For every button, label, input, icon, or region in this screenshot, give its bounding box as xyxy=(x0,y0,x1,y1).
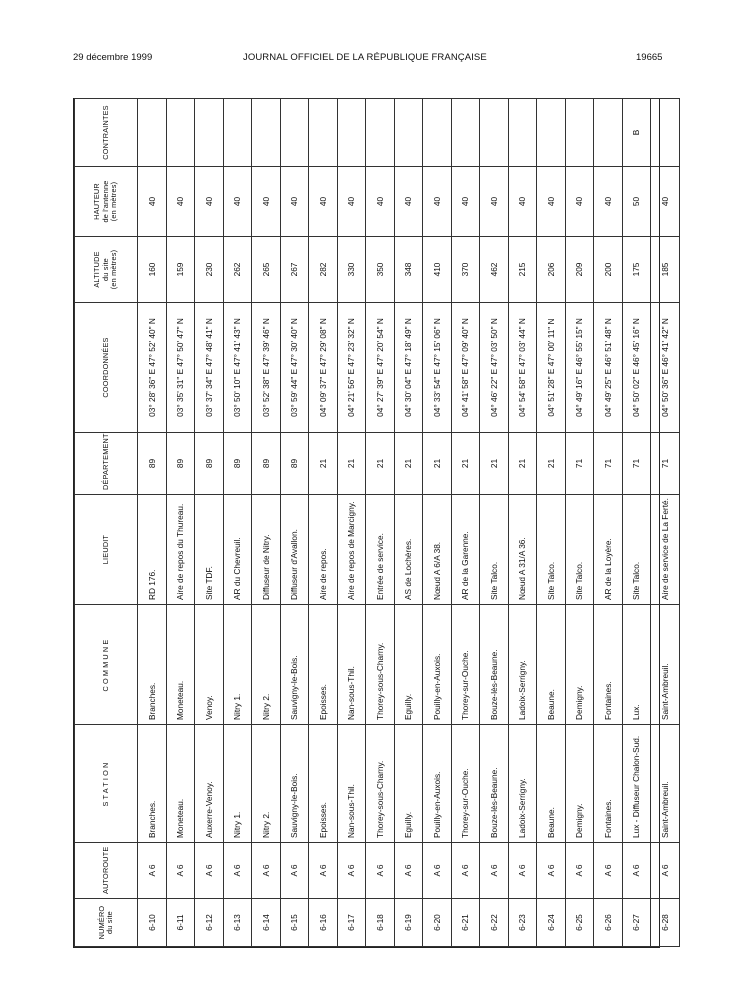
cell-hauteur: 40 xyxy=(166,167,195,237)
rotated-table-container xyxy=(74,99,670,947)
cell-departement: 71 xyxy=(565,433,594,495)
cell-departement: 89 xyxy=(280,433,309,495)
cell-departement: 21 xyxy=(451,433,480,495)
cell-altitude: 206 xyxy=(537,237,566,303)
cell-departement: 21 xyxy=(537,433,566,495)
cell-departement: 89 xyxy=(166,433,195,495)
cell-departement: 21 xyxy=(394,433,423,495)
cell-commune: Lux. xyxy=(622,605,651,725)
cell-altitude: 267 xyxy=(280,237,309,303)
cell-commune: Branches. xyxy=(138,605,167,725)
cell-commune: Nitry 1. xyxy=(223,605,252,725)
cell-departement: 21 xyxy=(366,433,395,495)
cell-altitude: 350 xyxy=(366,237,395,303)
column-header-line: COMMUNE xyxy=(100,637,110,692)
cell-station: Beaune. xyxy=(537,725,566,843)
cell-station: Epoisses. xyxy=(309,725,338,843)
cell-autoroute: A 6 xyxy=(195,843,224,899)
cell-altitude: 230 xyxy=(195,237,224,303)
cell-lieudit: Diffuseur d'Avallon. xyxy=(280,495,309,605)
cell-autoroute: A 6 xyxy=(166,843,195,899)
cell-numero: 6-28 xyxy=(651,899,680,947)
cell-commune: Saint-Ambreuil. xyxy=(651,605,680,725)
cell-commune: Nan-sous-Thil. xyxy=(337,605,366,725)
cell-departement: 21 xyxy=(309,433,338,495)
cell-contraintes xyxy=(195,99,224,167)
cell-lieudit: Aire de service de La Ferté. xyxy=(651,495,680,605)
column-header-lieudit xyxy=(75,495,138,605)
cell-altitude: 462 xyxy=(480,237,509,303)
cell-station: Eguilly. xyxy=(394,725,423,843)
cell-contraintes xyxy=(223,99,252,167)
cell-coordonnees: 04° 50' 02" E 46° 45' 16" N xyxy=(622,303,651,433)
cell-altitude: 160 xyxy=(138,237,167,303)
column-header-coordonnees xyxy=(75,303,138,433)
cell-hauteur: 40 xyxy=(195,167,224,237)
cell-numero: 6-10 xyxy=(138,899,167,947)
cell-numero: 6-15 xyxy=(280,899,309,947)
cell-altitude: 215 xyxy=(508,237,537,303)
cell-contraintes xyxy=(537,99,566,167)
column-header-line: COORDONNÉES xyxy=(100,337,110,398)
table-row xyxy=(280,99,309,947)
cell-departement: 21 xyxy=(423,433,452,495)
table-header-row xyxy=(75,99,138,947)
cell-numero: 6-18 xyxy=(366,899,395,947)
cell-coordonnees: 03° 28' 36" E 47° 52' 40" N xyxy=(138,303,167,433)
cell-lieudit: Site Talco. xyxy=(480,495,509,605)
table-row xyxy=(451,99,480,947)
cell-autoroute: A 6 xyxy=(565,843,594,899)
cell-hauteur: 40 xyxy=(451,167,480,237)
column-header-line: de l'antenne xyxy=(100,180,110,223)
cell-autoroute: A 6 xyxy=(394,843,423,899)
cell-commune: Beaune. xyxy=(537,605,566,725)
cell-lieudit: Site Talco. xyxy=(622,495,651,605)
cell-hauteur: 40 xyxy=(138,167,167,237)
cell-station: Saint-Ambreuil. xyxy=(651,725,680,843)
table-row xyxy=(565,99,594,947)
cell-numero: 6-21 xyxy=(451,899,480,947)
cell-lieudit: Aire de repos du Thureau. xyxy=(166,495,195,605)
cell-numero: 6-19 xyxy=(394,899,423,947)
cell-autoroute: A 6 xyxy=(280,843,309,899)
cell-numero: 6-11 xyxy=(166,899,195,947)
cell-departement: 21 xyxy=(480,433,509,495)
cell-numero: 6-26 xyxy=(594,899,623,947)
cell-station: Lux - Diffuseur Chalon-Sud. xyxy=(622,725,651,843)
cell-coordonnees: 04° 50' 36" E 46° 41' 42" N xyxy=(651,303,680,433)
cell-commune: Demigny. xyxy=(565,605,594,725)
cell-lieudit: RD 176. xyxy=(138,495,167,605)
cell-station: Thorey-sous-Charny. xyxy=(366,725,395,843)
column-header-line: DÉPARTEMENT xyxy=(100,433,110,490)
cell-coordonnees: 03° 52' 38" E 47° 39' 46" N xyxy=(252,303,281,433)
cell-commune: Venoy. xyxy=(195,605,224,725)
cell-contraintes xyxy=(651,99,680,167)
table-row xyxy=(166,99,195,947)
header-date: 29 décembre 1999 xyxy=(73,52,153,63)
cell-autoroute: A 6 xyxy=(366,843,395,899)
cell-contraintes: B xyxy=(622,99,651,167)
table-row xyxy=(195,99,224,947)
cell-numero: 6-24 xyxy=(537,899,566,947)
cell-hauteur: 40 xyxy=(423,167,452,237)
column-header-line: STATION xyxy=(100,760,110,807)
cell-coordonnees: 04° 49' 25" E 46° 51' 48" N xyxy=(594,303,623,433)
cell-altitude: 159 xyxy=(166,237,195,303)
cell-coordonnees: 04° 33' 54" E 47° 15' 06" N xyxy=(423,303,452,433)
cell-hauteur: 40 xyxy=(508,167,537,237)
table-row xyxy=(537,99,566,947)
cell-contraintes xyxy=(166,99,195,167)
cell-station: Ladoix-Serrigny. xyxy=(508,725,537,843)
cell-lieudit: AR de la Loyère. xyxy=(594,495,623,605)
cell-lieudit: AR du Chevreuil. xyxy=(223,495,252,605)
cell-contraintes xyxy=(252,99,281,167)
table-row xyxy=(252,99,281,947)
cell-station: Pouilly-en-Auxois. xyxy=(423,725,452,843)
cell-lieudit: Entrée de service. xyxy=(366,495,395,605)
cell-autoroute: A 6 xyxy=(537,843,566,899)
cell-lieudit: Nœud A 6/A 38. xyxy=(423,495,452,605)
cell-altitude: 370 xyxy=(451,237,480,303)
cell-autoroute: A 6 xyxy=(480,843,509,899)
cell-lieudit: Aire de repos de Marcigny. xyxy=(337,495,366,605)
column-header-contraintes xyxy=(75,99,138,167)
cell-autoroute: A 6 xyxy=(337,843,366,899)
cell-coordonnees: 04° 30' 04" E 47° 18' 49" N xyxy=(394,303,423,433)
cell-numero: 6-27 xyxy=(622,899,651,947)
cell-departement: 21 xyxy=(337,433,366,495)
table-row xyxy=(508,99,537,947)
table-row xyxy=(480,99,509,947)
table-row xyxy=(138,99,167,947)
cell-commune: Nitry 2. xyxy=(252,605,281,725)
cell-hauteur: 40 xyxy=(480,167,509,237)
cell-altitude: 330 xyxy=(337,237,366,303)
cell-altitude: 265 xyxy=(252,237,281,303)
cell-lieudit: AS de Lochères. xyxy=(394,495,423,605)
cell-altitude: 200 xyxy=(594,237,623,303)
cell-lieudit: Site TDF. xyxy=(195,495,224,605)
cell-contraintes xyxy=(309,99,338,167)
cell-autoroute: A 6 xyxy=(223,843,252,899)
cell-station: Nitry 2. xyxy=(252,725,281,843)
cell-coordonnees: 04° 51' 28" E 47° 00' 11" N xyxy=(537,303,566,433)
cell-station: Thorey-sur-Ouche. xyxy=(451,725,480,843)
cell-altitude: 410 xyxy=(423,237,452,303)
cell-numero: 6-13 xyxy=(223,899,252,947)
table-row xyxy=(394,99,423,947)
cell-station: Branches. xyxy=(138,725,167,843)
cell-departement: 89 xyxy=(138,433,167,495)
column-header-line: (en mètres) xyxy=(109,181,119,222)
cell-commune: Thorey-sur-Ouche. xyxy=(451,605,480,725)
cell-coordonnees: 04° 41' 58" E 47° 09' 40" N xyxy=(451,303,480,433)
cell-commune: Epoisses. xyxy=(309,605,338,725)
table-row xyxy=(594,99,623,947)
cell-altitude: 282 xyxy=(309,237,338,303)
table-row xyxy=(622,99,651,947)
cell-hauteur: 40 xyxy=(565,167,594,237)
column-header-line: AUTOROUTE xyxy=(100,846,110,894)
cell-station: Demigny. xyxy=(565,725,594,843)
cell-contraintes xyxy=(280,99,309,167)
cell-hauteur: 40 xyxy=(651,167,680,237)
cell-contraintes xyxy=(337,99,366,167)
column-header-line: du site xyxy=(100,258,110,281)
column-header-line: ALTITUDE xyxy=(92,251,102,288)
cell-altitude: 348 xyxy=(394,237,423,303)
column-header-numero xyxy=(75,899,138,947)
cell-commune: Ladoix-Serrigny. xyxy=(508,605,537,725)
cell-altitude: 185 xyxy=(651,237,680,303)
cell-lieudit: Aire de repos. xyxy=(309,495,338,605)
column-header-commune xyxy=(75,605,138,725)
journal-title: JOURNAL OFFICIEL DE LA RÉPUBLIQUE FRANÇAISE xyxy=(243,52,487,63)
cell-commune: Thorey-sous-Charny. xyxy=(366,605,395,725)
cell-autoroute: A 6 xyxy=(138,843,167,899)
cell-autoroute: A 6 xyxy=(651,843,680,899)
cell-hauteur: 40 xyxy=(594,167,623,237)
cell-station: Nitry 1. xyxy=(223,725,252,843)
table-row xyxy=(337,99,366,947)
cell-coordonnees: 03° 37' 34" E 47° 48' 41" N xyxy=(195,303,224,433)
cell-autoroute: A 6 xyxy=(451,843,480,899)
cell-coordonnees: 04° 27' 39" E 47° 20' 54" N xyxy=(366,303,395,433)
column-header-line: du site xyxy=(105,911,114,934)
column-header-altitude xyxy=(75,237,138,303)
cell-autoroute: A 6 xyxy=(423,843,452,899)
cell-lieudit: Nœud A 31/A 36. xyxy=(508,495,537,605)
cell-departement: 21 xyxy=(508,433,537,495)
cell-numero: 6-12 xyxy=(195,899,224,947)
cell-departement: 89 xyxy=(252,433,281,495)
cell-lieudit: Site Talco. xyxy=(537,495,566,605)
cell-coordonnees: 03° 35' 31" E 47° 50' 47" N xyxy=(166,303,195,433)
cell-numero: 6-14 xyxy=(252,899,281,947)
column-header-line: CONTRAINTES xyxy=(100,105,110,160)
cell-autoroute: A 6 xyxy=(309,843,338,899)
cell-coordonnees: 03° 59' 44" E 47° 30' 40" N xyxy=(280,303,309,433)
cell-altitude: 175 xyxy=(622,237,651,303)
table-row xyxy=(651,99,680,947)
table-body xyxy=(138,99,680,947)
cell-lieudit: Diffuseur de Nitry. xyxy=(252,495,281,605)
table-row xyxy=(423,99,452,947)
cell-autoroute: A 6 xyxy=(508,843,537,899)
sites-table xyxy=(74,98,680,947)
cell-hauteur: 40 xyxy=(366,167,395,237)
column-header-line: (en mètres) xyxy=(109,249,119,290)
cell-station: Moneteau. xyxy=(166,725,195,843)
cell-autoroute: A 6 xyxy=(622,843,651,899)
cell-autoroute: A 6 xyxy=(594,843,623,899)
column-header-line: HAUTEUR xyxy=(92,183,102,220)
cell-hauteur: 40 xyxy=(394,167,423,237)
cell-commune: Bouze-lès-Beaune. xyxy=(480,605,509,725)
cell-commune: Fontaines. xyxy=(594,605,623,725)
cell-coordonnees: 04° 49' 16" E 46° 55' 15" N xyxy=(565,303,594,433)
cell-numero: 6-22 xyxy=(480,899,509,947)
cell-commune: Eguilly. xyxy=(394,605,423,725)
cell-numero: 6-17 xyxy=(337,899,366,947)
cell-contraintes xyxy=(394,99,423,167)
cell-altitude: 262 xyxy=(223,237,252,303)
cell-departement: 71 xyxy=(594,433,623,495)
cell-hauteur: 40 xyxy=(337,167,366,237)
cell-lieudit: Site Talco. xyxy=(565,495,594,605)
cell-departement: 71 xyxy=(622,433,651,495)
cell-station: Nan-sous-Thil. xyxy=(337,725,366,843)
column-header-hauteur xyxy=(75,167,138,237)
cell-numero: 6-23 xyxy=(508,899,537,947)
cell-commune: Moneteau. xyxy=(166,605,195,725)
cell-coordonnees: 04° 54' 58" E 47° 03' 44" N xyxy=(508,303,537,433)
cell-hauteur: 40 xyxy=(537,167,566,237)
cell-coordonnees: 04° 09' 37" E 47° 29' 08" N xyxy=(309,303,338,433)
cell-altitude: 209 xyxy=(565,237,594,303)
cell-contraintes xyxy=(565,99,594,167)
cell-autoroute: A 6 xyxy=(252,843,281,899)
cell-contraintes xyxy=(138,99,167,167)
page-number: 19665 xyxy=(636,52,663,63)
table-row xyxy=(366,99,395,947)
cell-station: Bouze-lès-Beaune. xyxy=(480,725,509,843)
cell-contraintes xyxy=(480,99,509,167)
cell-hauteur: 50 xyxy=(622,167,651,237)
cell-coordonnees: 04° 21' 56" E 47° 23' 32" N xyxy=(337,303,366,433)
column-header-line: LIEUDIT xyxy=(100,534,110,565)
cell-station: Sauvigny-le-Bois. xyxy=(280,725,309,843)
cell-commune: Pouilly-en-Auxois. xyxy=(423,605,452,725)
column-header-station xyxy=(75,725,138,843)
cell-hauteur: 40 xyxy=(223,167,252,237)
cell-hauteur: 40 xyxy=(252,167,281,237)
cell-hauteur: 40 xyxy=(309,167,338,237)
cell-numero: 6-16 xyxy=(309,899,338,947)
cell-station: Fontaines. xyxy=(594,725,623,843)
cell-departement: 89 xyxy=(195,433,224,495)
cell-contraintes xyxy=(423,99,452,167)
sites-table-frame xyxy=(73,98,670,948)
table-row xyxy=(223,99,252,947)
cell-contraintes xyxy=(594,99,623,167)
cell-departement: 89 xyxy=(223,433,252,495)
cell-numero: 6-25 xyxy=(565,899,594,947)
column-header-departement xyxy=(75,433,138,495)
table-row xyxy=(309,99,338,947)
cell-contraintes xyxy=(508,99,537,167)
column-header-autoroute xyxy=(75,843,138,899)
cell-hauteur: 40 xyxy=(280,167,309,237)
cell-contraintes xyxy=(451,99,480,167)
cell-numero: 6-20 xyxy=(423,899,452,947)
cell-departement: 71 xyxy=(651,433,680,495)
column-header-line: NUMÉRO xyxy=(96,905,106,940)
cell-coordonnees: 03° 50' 10" E 47° 41' 43" N xyxy=(223,303,252,433)
cell-commune: Sauvigny-le-Bois. xyxy=(280,605,309,725)
cell-station: Auxerre-Venoy. xyxy=(195,725,224,843)
cell-contraintes xyxy=(366,99,395,167)
cell-coordonnees: 04° 46' 22" E 47° 03' 50" N xyxy=(480,303,509,433)
cell-lieudit: AR de la Garenne. xyxy=(451,495,480,605)
